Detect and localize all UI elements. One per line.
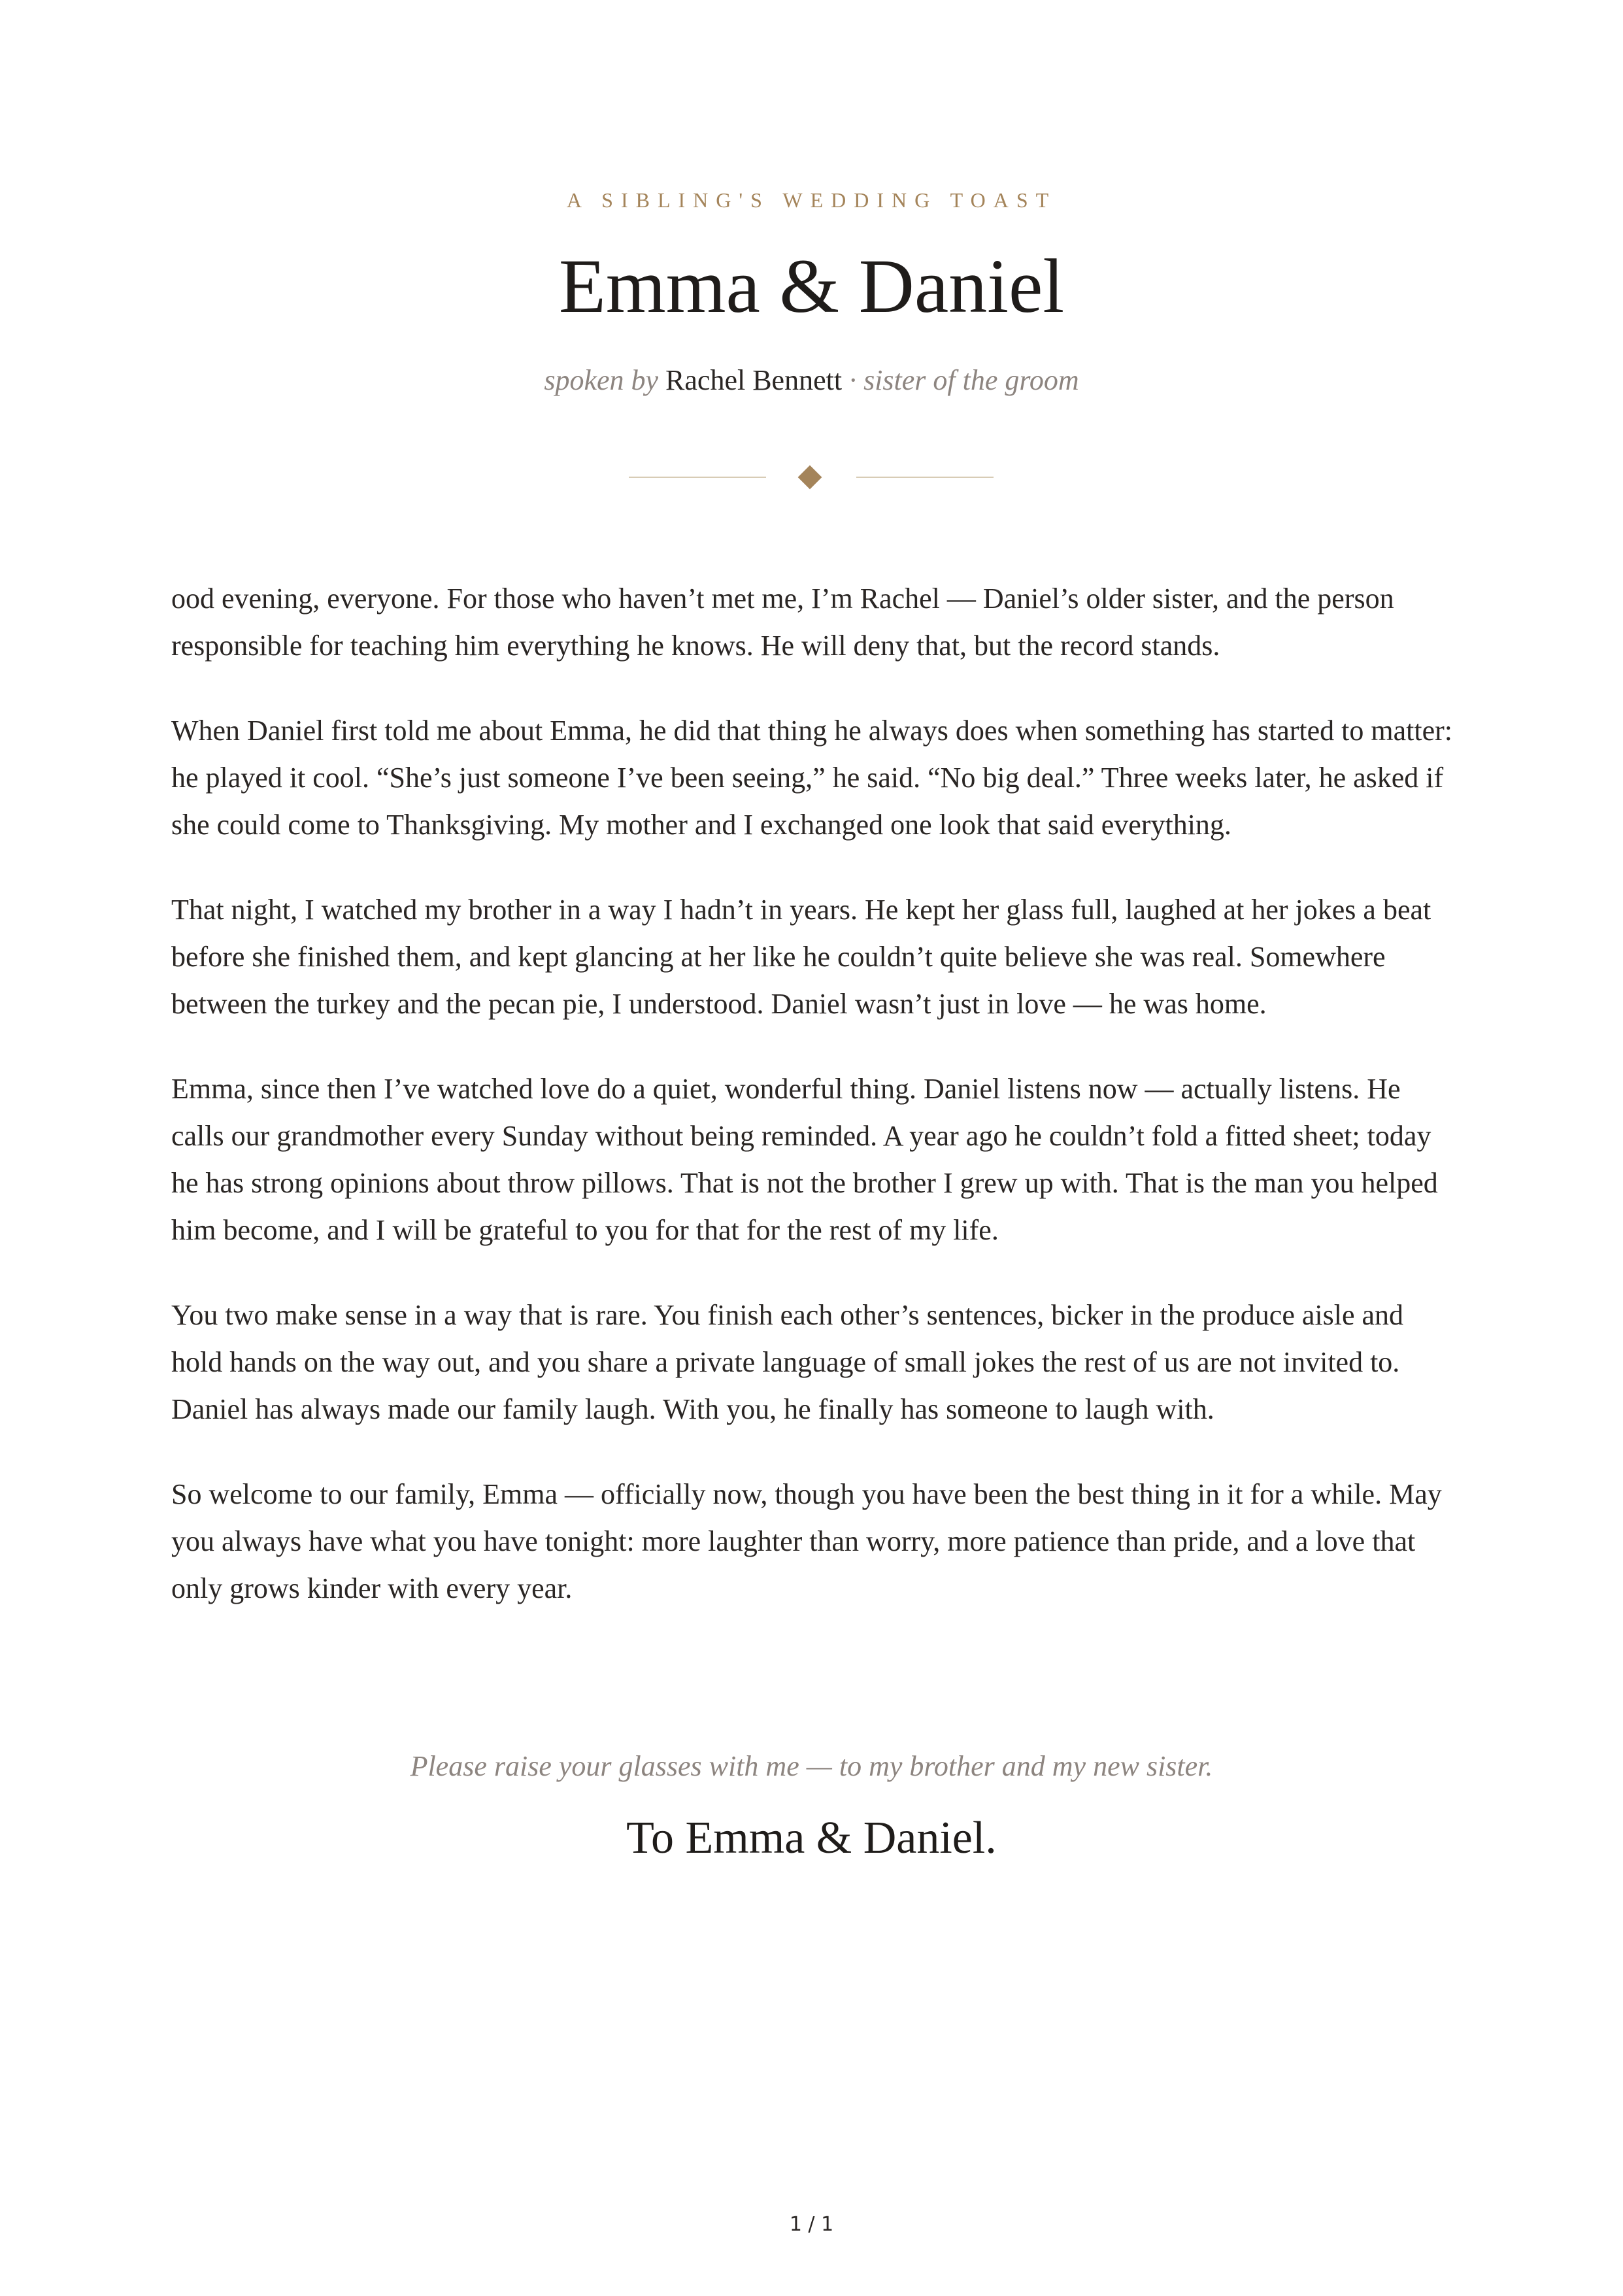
page-number: 1 / 1 <box>789 2213 834 2236</box>
paragraph: ood evening, everyone. For those who haven’t met me, I’m Rachel — Daniel’s older sister, and the person responsible for teaching him everything he knows. He will deny that, but the record stands. <box>171 582 1394 662</box>
divider-ornament <box>0 464 1623 490</box>
closing-invitation: Please raise your glasses with me — to my brother and my new sister. <box>410 1750 1213 1782</box>
divider-rule-right <box>856 477 994 478</box>
paragraph: When Daniel first told me about Emma, he did that thing he always does when something has started to matter: he played it cool. “She’s just someone I’ve been seeing,” he said. “No big deal.” Three weeks later, he asked if she could come to Thanksgiving. My mother and I exchanged one look that said everything. <box>171 715 1452 841</box>
paragraph: That night, I watched my brother in a way I hadn’t in years. He kept her glass full, laughed at her jokes a beat before she finished them, and kept glancing at her like he couldn’t quite believe she was real. Somewhere between the turkey and the pecan pie, I understood. Daniel wasn’t just in love — he was home. <box>171 894 1431 1020</box>
page-title: Emma & Daniel <box>558 243 1065 329</box>
speaker-name: Rachel Bennett <box>665 364 843 396</box>
divider-rule-left <box>629 477 766 478</box>
paragraph: Emma, since then I’ve watched love do a quiet, wonderful thing. Daniel listens now — actually listens. He calls our grandmother every Sunday without being reminded. A year ago he couldn’t fold a fitted sheet; today he has strong opinions about throw pillows. That is not the brother I grew up with. That is the man you helped him become, and I will be grateful to you for that for the rest of my life. <box>171 1073 1438 1246</box>
eyebrow-label: A SIBLING'S WEDDING TOAST <box>566 188 1057 212</box>
byline <box>0 363 1623 397</box>
paragraph: You two make sense in a way that is rare. You finish each other’s sentences, bicker in the produce aisle and hold hands on the way out, and you share a private language of small jokes the rest of us are not invited to. Daniel has always made our family laugh. With you, he finally has someone to laugh with. <box>171 1299 1404 1425</box>
toast-body <box>171 575 1452 1650</box>
byline-suffix: · sister of the groom <box>849 364 1079 396</box>
paragraph: So welcome to our family, Emma — officially now, though you have been the best thing in it for a while. May you always have what you have tonight: more laughter than worry, more patience than pride, and a love that only grows kinder with every year. <box>171 1478 1442 1604</box>
diamond-icon <box>798 465 822 490</box>
byline-prefix: spoken by <box>544 364 659 396</box>
final-toast: To Emma & Daniel. <box>626 1813 997 1863</box>
